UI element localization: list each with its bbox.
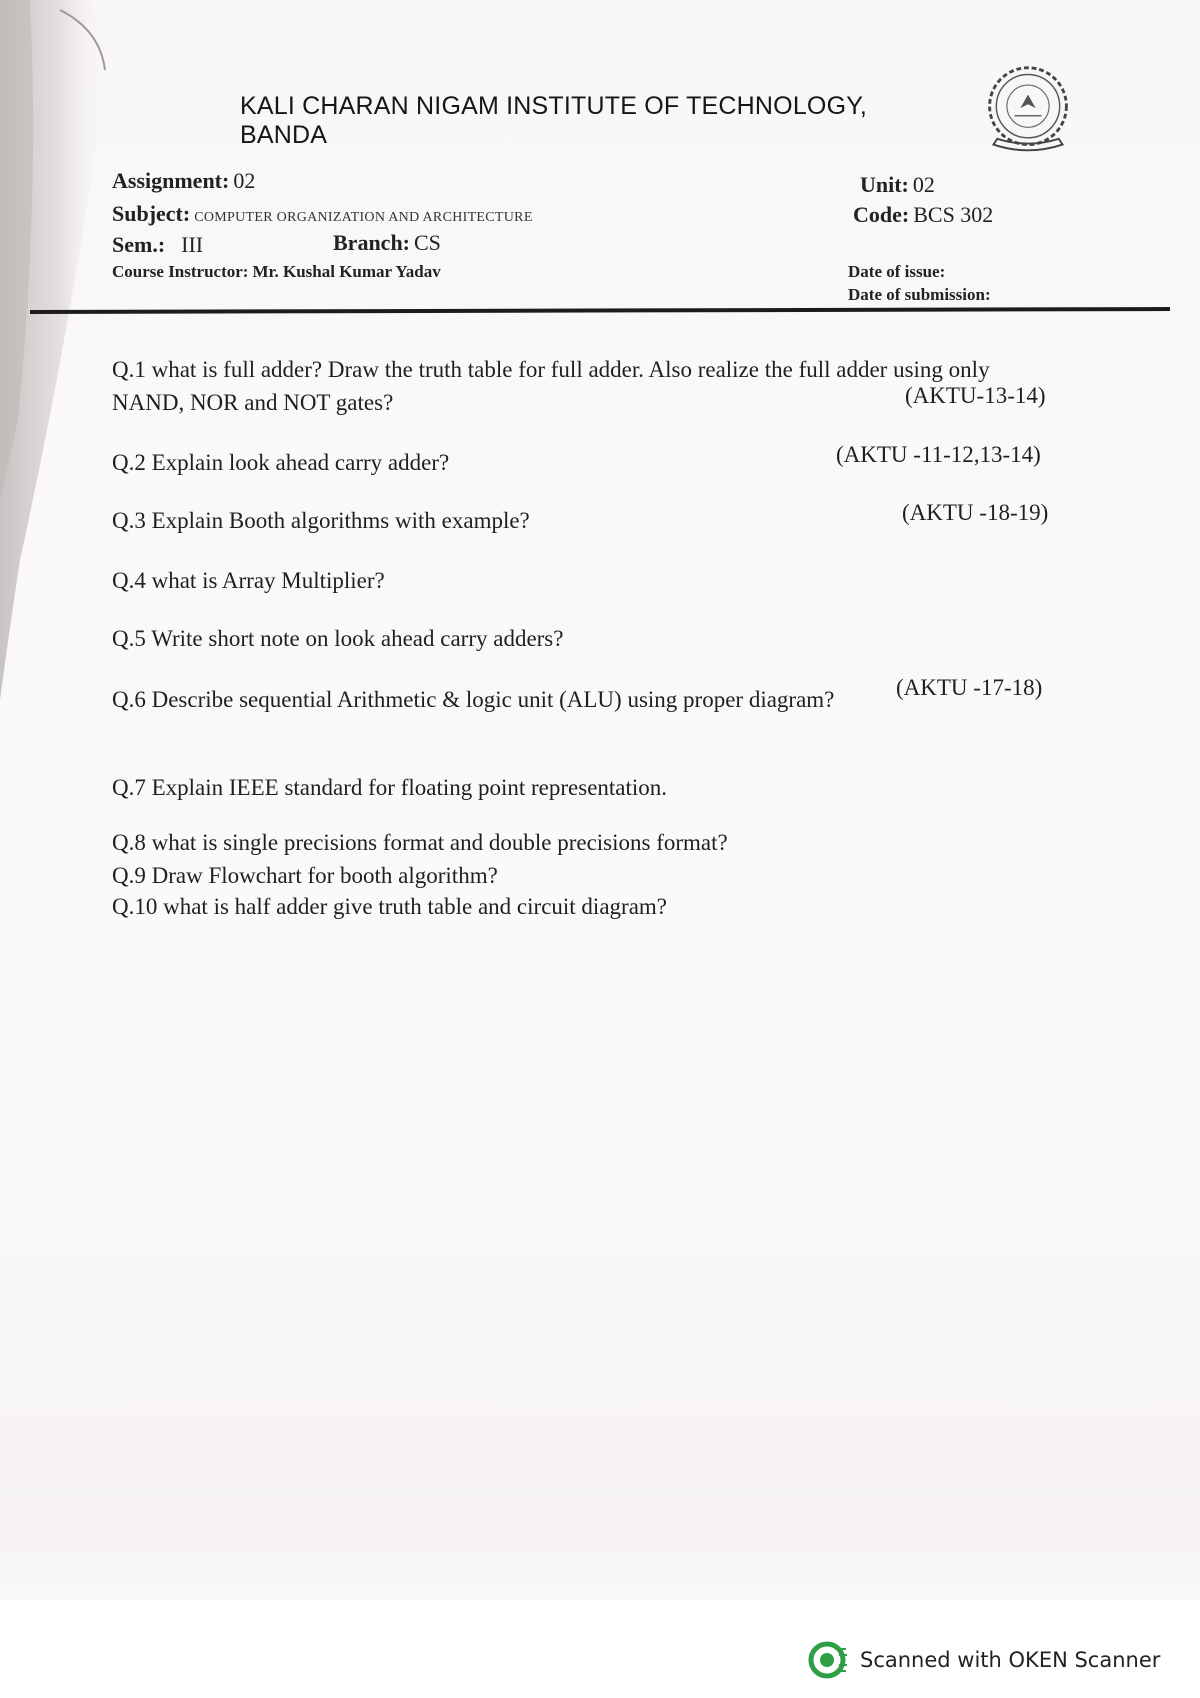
question-3: Q.3 Explain Booth algorithms with example?	[112, 508, 530, 533]
question-10: Q.10 what is half adder give truth table and circuit diagram?	[112, 894, 667, 919]
subject-label: Subject:	[112, 201, 191, 226]
question-1-line-2: NAND, NOR and NOT gates?	[112, 390, 394, 415]
question-1-line-1: Q.1 what is full adder? Draw the truth table for full adder. Also realize the full adder using only	[112, 357, 990, 382]
question-4: Q.4 what is Array Multiplier?	[112, 568, 385, 593]
question-5: Q.5 Write short note on look ahead carry adders?	[112, 626, 564, 651]
institute-logo-icon	[980, 62, 1076, 158]
branch-line	[333, 230, 441, 256]
date-of-submission	[848, 285, 991, 305]
unit-label: Unit:	[860, 172, 909, 197]
assignment-label: Assignment:	[112, 168, 230, 193]
instructor-line	[112, 262, 441, 282]
semester-value: III	[181, 232, 204, 257]
scanner-watermark	[808, 1640, 1160, 1680]
scanner-text: Scanned with OKEN Scanner	[860, 1648, 1161, 1672]
question-2-reference: (AKTU -11-12,13-14)	[836, 442, 1041, 467]
instructor-value: Mr. Kushal Kumar Yadav	[252, 262, 441, 281]
institute-name: KALI CHARAN NIGAM INSTITUTE OF TECHNOLOGY, BANDA	[240, 92, 868, 149]
question-7: Q.7 Explain IEEE standard for floating point representation.	[112, 775, 668, 800]
question-2: Q.2 Explain look ahead carry adder?	[112, 450, 450, 475]
branch-value: CS	[414, 230, 441, 255]
question-3-reference: (AKTU -18-19)	[902, 500, 1049, 525]
unit-value: 02	[912, 172, 935, 197]
instructor-label: Course Instructor:	[112, 262, 249, 281]
oken-scanner-icon	[808, 1640, 848, 1680]
unit-line	[860, 172, 935, 198]
question-1-reference: (AKTU-13-14)	[905, 383, 1046, 408]
date-submission-label: Date of submission:	[848, 285, 991, 304]
question-6: Q.6 Describe sequential Arithmetic & logic unit (ALU) using proper diagram?	[112, 687, 835, 712]
branch-label: Branch:	[333, 230, 410, 255]
subject-line	[112, 201, 533, 227]
date-of-issue	[848, 262, 945, 282]
code-value: BCS 302	[913, 202, 994, 227]
subject-value: COMPUTER ORGANIZATION AND ARCHITECTURE	[194, 210, 533, 225]
date-issue-label: Date of issue:	[848, 262, 946, 281]
assignment-line	[112, 168, 255, 194]
question-8: Q.8 what is single precisions format and double precisions format?	[112, 830, 728, 855]
semester-line	[112, 232, 203, 258]
question-6-reference: (AKTU -17-18)	[896, 675, 1043, 700]
code-label: Code:	[853, 202, 910, 227]
semester-label: Sem.:	[112, 232, 166, 257]
question-9: Q.9 Draw Flowchart for booth algorithm?	[112, 863, 498, 888]
code-line	[853, 202, 993, 228]
assignment-value: 02	[233, 168, 256, 193]
